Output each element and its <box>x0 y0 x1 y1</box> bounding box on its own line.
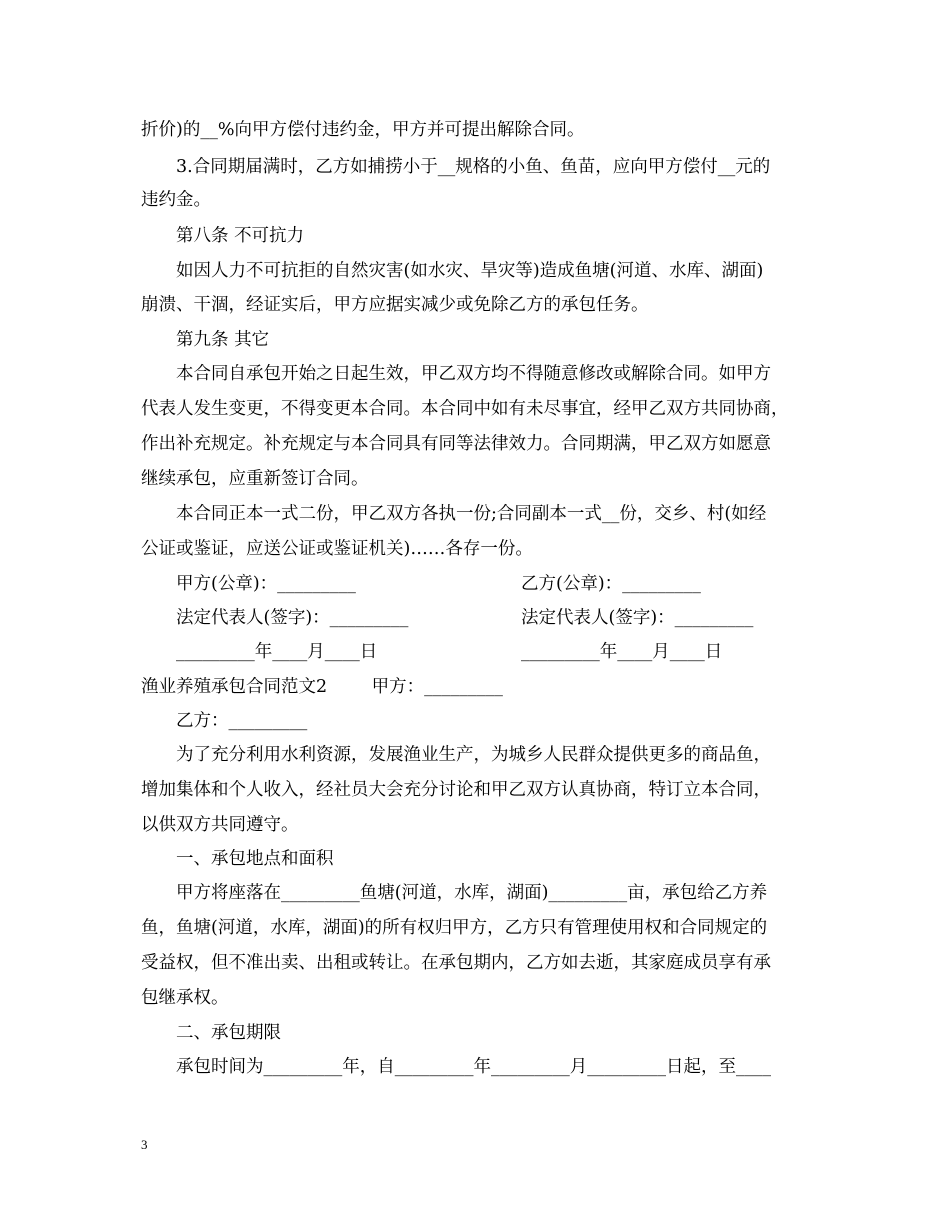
text-line: 3.合同期届满时，乙方如捕捞小于__规格的小鱼、鱼苗，应向甲方偿付__元的 <box>176 157 771 177</box>
text-line: 为了充分利用水利资源，发展渔业生产，为城乡人民群众提供更多的商品鱼， <box>176 745 771 765</box>
party-a-date-line: _________年____月____日 <box>176 642 378 662</box>
text-line: 乙方：_________ <box>176 711 308 731</box>
party-b-representative-line: 法定代表人(签字)：_________ <box>521 608 754 628</box>
party-a-seal-line: 甲方(公章)：_________ <box>176 574 356 594</box>
text-line: 包继承权。 <box>141 988 229 1008</box>
text-line: 承包时间为_________年，自_________年_________月_________日起，至____ <box>176 1057 771 1077</box>
text-line: 折价)的__%向甲方偿付违约金，甲方并可提出解除合同。 <box>141 120 585 140</box>
section-heading: 一、承包地点和面积 <box>176 849 334 869</box>
text-line: 本合同自承包开始之日起生效，甲乙双方均不得随意修改或解除合同。如甲方 <box>176 364 771 384</box>
section-heading: 第八条 不可抗力 <box>176 226 305 246</box>
party-a-representative-line: 法定代表人(签字)：_________ <box>176 608 409 628</box>
text-line: 增加集体和个人收入，经社员大会充分讨论和甲乙双方认真协商，特订立本合同， <box>141 780 771 800</box>
section-heading: 二、承包期限 <box>176 1023 281 1043</box>
party-b-seal-line: 乙方(公章)：_________ <box>521 574 701 594</box>
text-line: 甲方将座落在_________鱼塘(河道，水库，湖面)_________亩，承包给乙方养 <box>176 883 768 903</box>
text-line: 受益权，但不准出卖、出租或转让。在承包期内，乙方如去逝，其家庭成员享有承 <box>141 953 771 973</box>
text-line: 作出补充规定。补充规定与本合同具有同等法律效力。合同期满，甲乙双方如愿意 <box>141 434 771 454</box>
text-line: 代表人发生变更，不得变更本合同。本合同中如有未尽事宜，经甲乙双方共同协商， <box>141 399 789 419</box>
section-heading: 第九条 其它 <box>176 330 270 350</box>
text-line: 本合同正本一式二份，甲乙双方各执一份;合同副本一式__份，交乡、村(如经 <box>176 504 767 524</box>
text-line: 如因人力不可抗拒的自然灾害(如水灾、旱灾等)造成鱼塘(河道、水库、湖面) <box>176 261 764 281</box>
text-line: 鱼，鱼塘(河道，水库，湖面)的所有权归甲方，乙方只有管理使用权和合同规定的 <box>141 918 768 938</box>
text-line: 公证或鉴证，应送公证或鉴证机关)……各存一份。 <box>141 539 533 559</box>
page-number: 3 <box>141 1137 148 1152</box>
text-line: 崩溃、干涸，经证实后，甲方应据实减少或免除乙方的承包任务。 <box>141 295 649 315</box>
party-b-date-line: _________年____月____日 <box>521 642 723 662</box>
text-line: 继续承包，应重新签订合同。 <box>141 469 369 489</box>
text-line: 以供双方共同遵守。 <box>141 815 299 835</box>
contract-title-line: 渔业养殖承包合同范文2 甲方：_________ <box>141 677 503 697</box>
text-line: 违约金。 <box>141 190 211 210</box>
